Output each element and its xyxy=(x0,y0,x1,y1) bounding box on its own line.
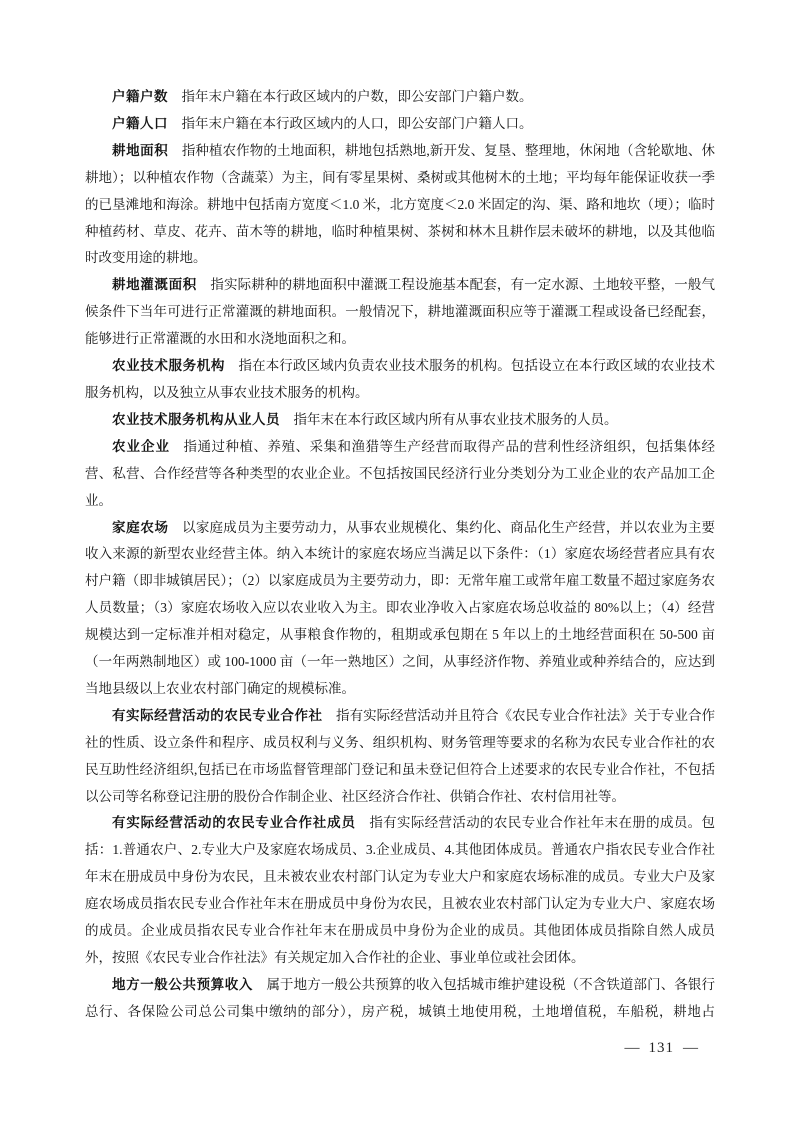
glossary-entry xyxy=(85,703,715,811)
glossary-entry xyxy=(85,434,715,515)
glossary-entry xyxy=(85,407,715,434)
page-footer xyxy=(616,1040,708,1057)
glossary-term: 有实际经营活动的农民专业合作社成员 xyxy=(112,815,356,831)
footer-dash-right: — xyxy=(683,1040,698,1056)
glossary-entry xyxy=(85,353,715,407)
glossary-definition: 指通过种植、养殖、采集和渔猎等生产经营而取得产品的营利性经济组织，包括集体经营、私营、合作经营等各种类型的农业企业。不包括按国民经济行业分类划分为工业企业的农产品加工企业。 xyxy=(85,438,715,508)
glossary-term: 户籍人口 xyxy=(112,115,168,131)
glossary-definition: 指年末户籍在本行政区域内的户数，即公安部门户籍户数。 xyxy=(181,89,533,104)
glossary-term: 户籍户数 xyxy=(112,89,168,104)
glossary-definition: 指种植农作物的土地面积，耕地包括熟地,新开发、复垦、整理地，休闲地（含轮歇地、休耕地）；以种植农作物（含蔬菜）为主，间有零星果树、桑树或其他树木的土地；平均每年能保证收获一季的已垦滩地和海涂。耕地中包括南方宽度＜1.0 米，北方宽度＜2.0 米固定的沟、渠、路和地坎（埂）；临时种植药材、草皮、花卉、苗木等的耕地，临时种植果树、茶树和林木且耕作层未破坏的耕地，以及其他临时改变用途的耕地。 xyxy=(85,142,716,266)
glossary-content xyxy=(85,84,715,1026)
glossary-entry xyxy=(85,84,715,111)
page-number: 131 xyxy=(648,1040,674,1056)
glossary-entry xyxy=(85,111,715,138)
glossary-entry xyxy=(85,515,715,703)
glossary-entry xyxy=(85,972,715,1026)
glossary-entry xyxy=(85,810,715,971)
glossary-term: 家庭农场 xyxy=(112,519,169,535)
glossary-definition: 指年末户籍在本行政区域内的人口，即公安部门户籍人口。 xyxy=(181,115,533,131)
footer-dash-left: — xyxy=(624,1040,640,1056)
glossary-definition: 指有实际经营活动的农民专业合作社年末在册的成员。包括：1.普通农户、2.专业大户及家庭农场成员、3.企业成员、4.其他团体成员。普通农户指农民专业合作社年末在册成员中身份为农民，且未被农业农村部门认定为专业大户和家庭农场标准的成员。专业大户及家庭农场成员指农民专业合作社年末在册成员中身份为农民，且被农业农村部门认定为专业大户、家庭农场的成员。企业成员指农民专业合作社年末在册成员中身份为企业的成员。其他团体成员指除自然人成员外，按照《农民专业合作社法》有关规定加入合作社的企业、事业单位或社会团体。 xyxy=(85,815,716,965)
glossary-definition: 属于地方一般公共预算的收入包括城市维护建设税（不含铁道部门、各银行总行、各保险公司总公司集中缴纳的部分），房产税，城镇土地使用税，土地增值税，车船税，耕地占 xyxy=(85,976,715,1019)
glossary-entry xyxy=(85,272,715,353)
glossary-definition: 指在本行政区域内负责农业技术服务的机构。包括设立在本行政区域的农业技术服务机构，以及独立从事农业技术服务的机构。 xyxy=(85,358,715,400)
glossary-term: 有实际经营活动的农民专业合作社 xyxy=(112,707,323,723)
glossary-term: 农业技术服务机构 xyxy=(112,358,225,374)
glossary-term: 耕地灌溉面积 xyxy=(112,277,197,293)
glossary-term: 耕地面积 xyxy=(112,142,169,158)
glossary-term: 农业企业 xyxy=(112,438,170,454)
glossary-definition: 指年末在本行政区域内所有从事农业技术服务的人员。 xyxy=(293,411,618,427)
glossary-term: 地方一般公共预算收入 xyxy=(112,976,253,992)
glossary-definition: 指有实际经营活动并且符合《农民专业合作社法》关于专业合作社的性质、设立条件和程序、成员权利与义务、组织机构、财务管理等要求的名称为农民专业合作社的农民互助性经济组织,包括已在市场监督管理部门登记和虽未登记但符合上述要求的农民专业合作社，不包括以公司等名称登记注册的股份合作制企业、社区经济合作社、供销合作社、农村信用社等。 xyxy=(85,707,716,804)
glossary-term: 农业技术服务机构从业人员 xyxy=(112,411,280,427)
glossary-entry xyxy=(85,138,715,273)
glossary-definition: 以家庭成员为主要劳动力，从事农业规模化、集约化、商品化生产经营，并以农业为主要收入来源的新型农业经营主体。纳入本统计的家庭农场应当满足以下条件：（1）家庭农场经营者应具有农村户籍（即非城镇居民）；（2）以家庭成员为主要劳动力，即：无常年雇工或常年雇工数量不超过家庭务农人员数量；（3）家庭农场收入应以农业收入为主。即农业净收入占家庭农场总收益的 80%以上；（4）经营规模达到一定标准并相对稳定，从事粮食作物的，租期或承包期在 5 年以上的土地经营面积在 50-500 亩（一年两熟制地区）或 100-1000 亩（一年一熟地区）之间，从事经济作物、养殖业或种养结合的，应达到当地县级以上农业农村部门确定的规模标准。 xyxy=(85,519,716,696)
glossary-definition: 指实际耕种的耕地面积中灌溉工程设施基本配套，有一定水源、土地较平整，一般气候条件下当年可进行正常灌溉的耕地面积。一般情况下，耕地灌溉面积应等于灌溉工程或设备已经配套，能够进行正常灌溉的水田和水浇地面积之和。 xyxy=(85,277,716,347)
